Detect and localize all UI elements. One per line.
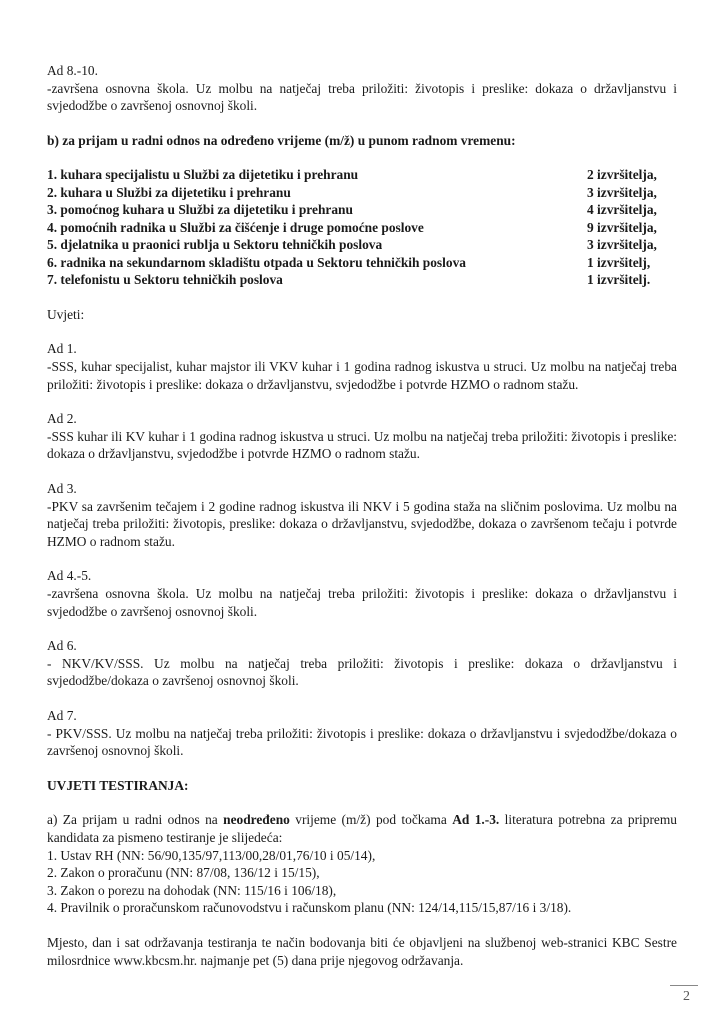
closing-text: Mjesto, dan i sat održavanja testiranja te način bodovanja biti će objavljeni na službenoj web-stranici KBC Sestre milosrdnice www.kbcsm.hr. najmanje pet (5) dana prije njegovog održavanja. (47, 934, 677, 968)
uvjeti-heading: Uvjeti: (47, 306, 85, 322)
page-number: 2 (683, 989, 690, 1004)
testiranja-heading: UVJETI TESTIRANJA: (47, 777, 189, 793)
ad-1-heading: Ad 1. (47, 341, 77, 357)
ad-8-10-text: -završena osnovna škola. Uz molbu na natječaj treba priložiti: životopis i preslike: dokaza o državljanstvu i svjedodžbe o završenoj osnovnoj školi. (47, 80, 677, 114)
ad-2-heading: Ad 2. (47, 411, 77, 427)
list-item: 4. Pravilnik o proračunskom računovodstvu i računskom planu (NN: 124/14,115/15,87/16 i 3/18). (47, 900, 572, 916)
ad-7-heading: Ad 7. (47, 707, 77, 723)
list-item: 2. Zakon o proračunu (NN: 87/08, 136/12 i 15/15), (47, 865, 320, 881)
ad-2-text: -SSS kuhar ili KV kuhar i 1 godina radnog iskustva u struci. Uz molbu na natječaj treba priložiti: životopis i preslike: dokaza o državljanstvu, svjedodžbe i potvrde HZMO o radnom stažu. (47, 428, 677, 462)
ad-3-heading: Ad 3. (47, 481, 77, 497)
list-item: 1. Ustav RH (NN: 56/90,135/97,113/00,28/01,76/10 i 05/14), (47, 847, 376, 863)
ad-1-text: -SSS, kuhar specijalist, kuhar majstor ili VKV kuhar i 1 godina radnog iskustva u struci. Uz molbu na natječaj treba priložiti: životopis i preslike: dokaza o državljanstvu, svjedodžbe i potvrde HZMO o radnom stažu. (47, 359, 677, 392)
page-number-rule (670, 985, 698, 986)
list-item: 2. kuhara u Službi za dijetetiku i prehranu 3 izvršitelja, (47, 184, 657, 200)
ad-4-5-heading: Ad 4.-5. (47, 568, 92, 584)
ad-7-text: - PKV/SSS. Uz molbu na natječaj treba priložiti: životopis i preslike: dokaza o državljanstvu i svjedodžbe/dokaza o završenoj osnovnoj školi. (47, 725, 677, 759)
ad-8-10-heading: Ad 8.-10. (47, 63, 98, 78)
list-item: 7. telefonistu u Sektoru tehničkih poslova 1 izvršitelj. (47, 272, 651, 288)
list-item: 6. radnika na sekundarnom skladištu otpada u Sektoru tehničkih poslova 1 izvršitelj, (47, 254, 651, 270)
ad-3-text: -PKV sa završenim tečajem i 2 godine radnog iskustva ili NKV i 5 godina staža na sličnim poslovima. Uz molbu na natječaj treba priložiti: životopis, preslike: dokaza o državljanstvu, svjedodžbe, dokaza o završenom tečaju i potvrde HZMO o radnom stažu. (47, 498, 677, 549)
section-b-heading: b) za prijam u radni odnos na određeno vrijeme (m/ž) u punom radnom vremenu: (47, 132, 516, 148)
positions-list (47, 166, 677, 289)
ad-6-heading: Ad 6. (47, 638, 77, 654)
literature-list (47, 847, 677, 917)
list-item: 3. pomoćnog kuhara u Službi za dijetetiku i prehranu 4 izvršitelja, (47, 202, 657, 218)
list-item: 1. kuhara specijalistu u Službi za dijetetiku i prehranu 2 izvršitelja, (47, 167, 657, 183)
ad-6-text: - NKV/KV/SSS. Uz molbu na natječaj treba priložiti: životopis i preslike: dokaza o državljanstvu i svjedodžbe/dokaza o završenoj osnovnoj školi. (47, 655, 677, 689)
ad-4-5-text: -završena osnovna škola. Uz molbu na natječaj treba priložiti: životopis i preslike: dokaza o državljanstvu i svjedodžbe o završenoj osnovnoj školi. (47, 586, 677, 619)
testiranja-intro: a) Za prijam u radni odnos na neodređeno vrijeme (m/ž) pod točkama Ad 1.-3. literatura potrebna za pripremu kandidata za pismeno testiranje je slijedeća: (47, 812, 677, 845)
list-item: 4. pomoćnih radnika u Službi za čišćenje i druge pomoćne poslove 9 izvršitelja, (47, 219, 657, 235)
list-item: 3. Zakon o porezu na dohodak (NN: 115/16 i 106/18), (47, 882, 337, 898)
list-item: 5. djelatnika u praonici rublja u Sektoru tehničkih poslova 3 izvršitelja, (47, 237, 657, 253)
document-page (47, 62, 677, 969)
